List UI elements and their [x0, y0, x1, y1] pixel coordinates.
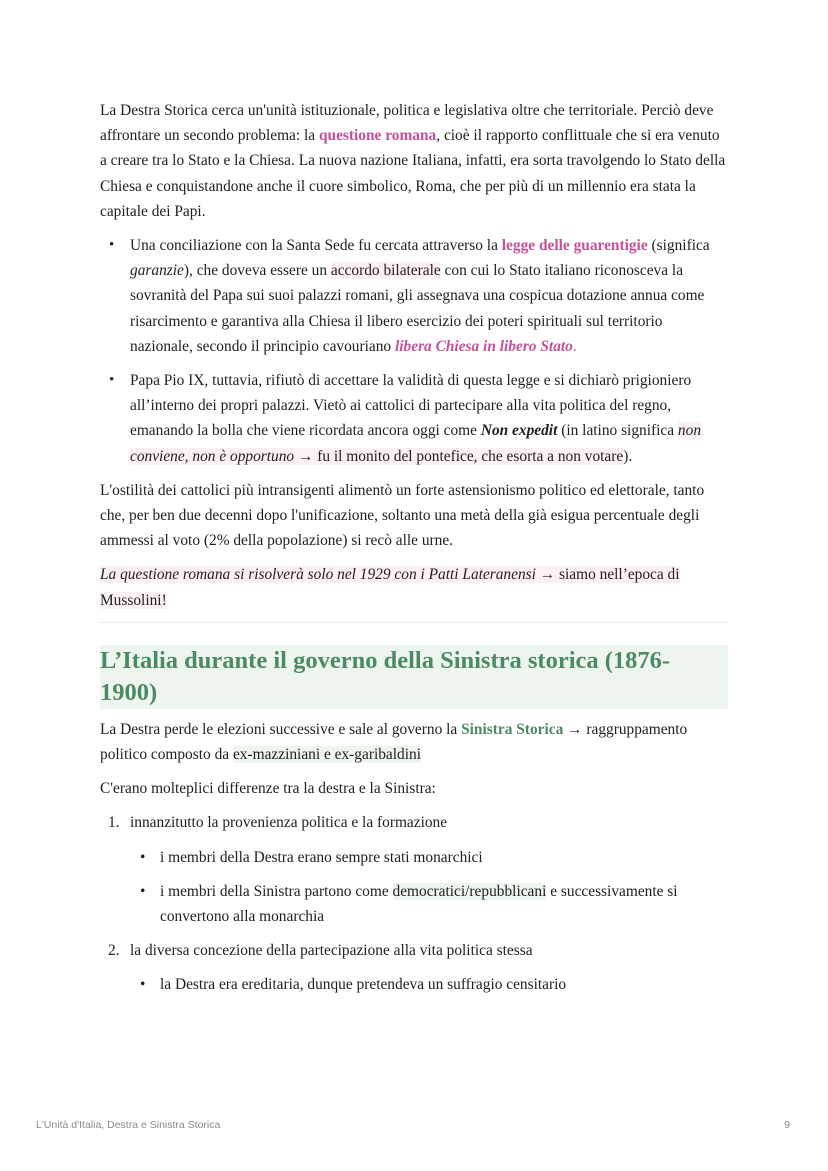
text: → raggruppamento politico composto da: [100, 720, 688, 764]
list-item-label: innanzitutto la provenienza politica e la formazione: [130, 814, 448, 832]
term-sinistra-storica: Sinistra Storica: [461, 720, 564, 738]
text: (in latino significa: [557, 422, 678, 440]
sub-list-item: [130, 972, 728, 997]
document-page: [100, 98, 728, 1007]
list-item: [100, 233, 728, 359]
list-number: 2.: [108, 942, 120, 960]
page-number: 9: [784, 1119, 790, 1131]
text: con cui lo Stato italiano riconosceva la sovranità del Papa sui suoi palazzi romani, gli assegnava una cospicua dotazione annua come risarcimento e garantiva alla Chiesa il libero esercizio dei poteri spirituali sul territorio nazionale, secondo il principio cavouriano: [130, 262, 705, 355]
footer-title: L'Unità d'Italia, Destra e Sinistra Storica: [36, 1119, 221, 1131]
text: la Destra era ereditaria, dunque pretendeva un suffragio censitario: [160, 976, 567, 994]
term-questione-romana: questione romana: [318, 127, 437, 145]
list-item-label: la diversa concezione della partecipazione alla vita politica stessa: [130, 942, 533, 960]
text: , cioè il rapporto conflittuale che si era venuto a creare tra lo Stato e la Chiesa. La nuova nazione Italiana, infatti, era sorta travolgendo lo Stato della Chiesa e conquistandone anche il cuore simbolico, Roma, che per più di un millennio era stata la capitale dei Papi.: [100, 127, 726, 220]
sub-list-item: [130, 845, 728, 870]
list-number: 1.: [108, 814, 120, 832]
sub-list: [130, 845, 728, 930]
sinistra-intro-paragraph: [100, 717, 728, 767]
bullet-list: [100, 233, 728, 469]
italic-text: La questione romana si risolverà solo nel 1929 con i Patti Lateranensi: [100, 566, 536, 584]
text: Papa Pio IX, tuttavia, rifiutò di accettare la validità di questa legge e si dichiarò prigioniero all’interno dei propri palazzi. Vietò ai cattolici di partecipare alla vita politica del regno, emanando la bolla che viene ricordata ancora oggi come: [130, 372, 692, 440]
text: i membri della Sinistra partono come: [160, 882, 393, 900]
conclusion-paragraph: [100, 562, 728, 612]
term-libera-chiesa: libera Chiesa in libero Stato: [394, 337, 573, 355]
text: La Destra perde le elezioni successive e sale al governo la: [100, 720, 462, 738]
list-item: [100, 938, 728, 997]
astensionismo-paragraph: L'ostilità dei cattolici più intransigenti alimentò un forte astensionismo politico ed elettorale, tanto che, per ben due decenni dopo l'unificazione, soltanto una metà della già esigua percentuale degli ammessi al voto (2% della popolazione) si recò alle urne.: [100, 481, 705, 550]
italic-garanzie: garanzie: [130, 262, 184, 280]
sub-list-item: [130, 879, 728, 929]
text: Una conciliazione con la Santa Sede fu cercata attraverso la: [130, 237, 502, 255]
highlight-democratici: democratici/repubblicani: [392, 882, 547, 900]
highlight-accordo-bilaterale: accordo bilaterale: [330, 262, 441, 280]
highlight-conclusion: [100, 566, 680, 608]
sub-list: [130, 972, 728, 997]
text: ).: [623, 447, 633, 465]
list-item: [100, 810, 728, 929]
term-legge-guarentigie: legge delle guarentigie: [501, 237, 648, 255]
text: ), che doveva essere un: [183, 262, 331, 280]
text: i membri della Destra erano sempre stati monarchici: [160, 848, 483, 866]
differences-intro: C'erano molteplici differenze tra la destra e la Sinistra:: [100, 780, 436, 798]
italic-text: non conviene, non è opportuno: [130, 422, 702, 465]
text: (significa: [647, 237, 710, 255]
term-non-expedit: Non expedit: [480, 422, 558, 440]
text: → siamo nell’epoca di Mussolini!: [100, 566, 680, 609]
section-heading: L’Italia durante il governo della Sinistra storica (1876-1900): [100, 645, 728, 709]
intro-paragraph: [100, 98, 728, 224]
list-item: [100, 368, 728, 469]
section-divider: [100, 622, 728, 623]
text: .: [572, 337, 577, 355]
text: La Destra Storica cerca un'unità istituzionale, politica e legislativa oltre che territoriale. Perciò deve affrontare un secondo problema: la: [100, 102, 714, 145]
text: e successivamente si convertono alla monarchia: [160, 882, 678, 926]
highlight-ex-mazziniani: ex-mazziniani e ex-garibaldini: [232, 746, 421, 764]
numbered-list: [100, 810, 728, 997]
text: → fu il monito del pontefice, che esorta a non votare: [294, 447, 624, 465]
